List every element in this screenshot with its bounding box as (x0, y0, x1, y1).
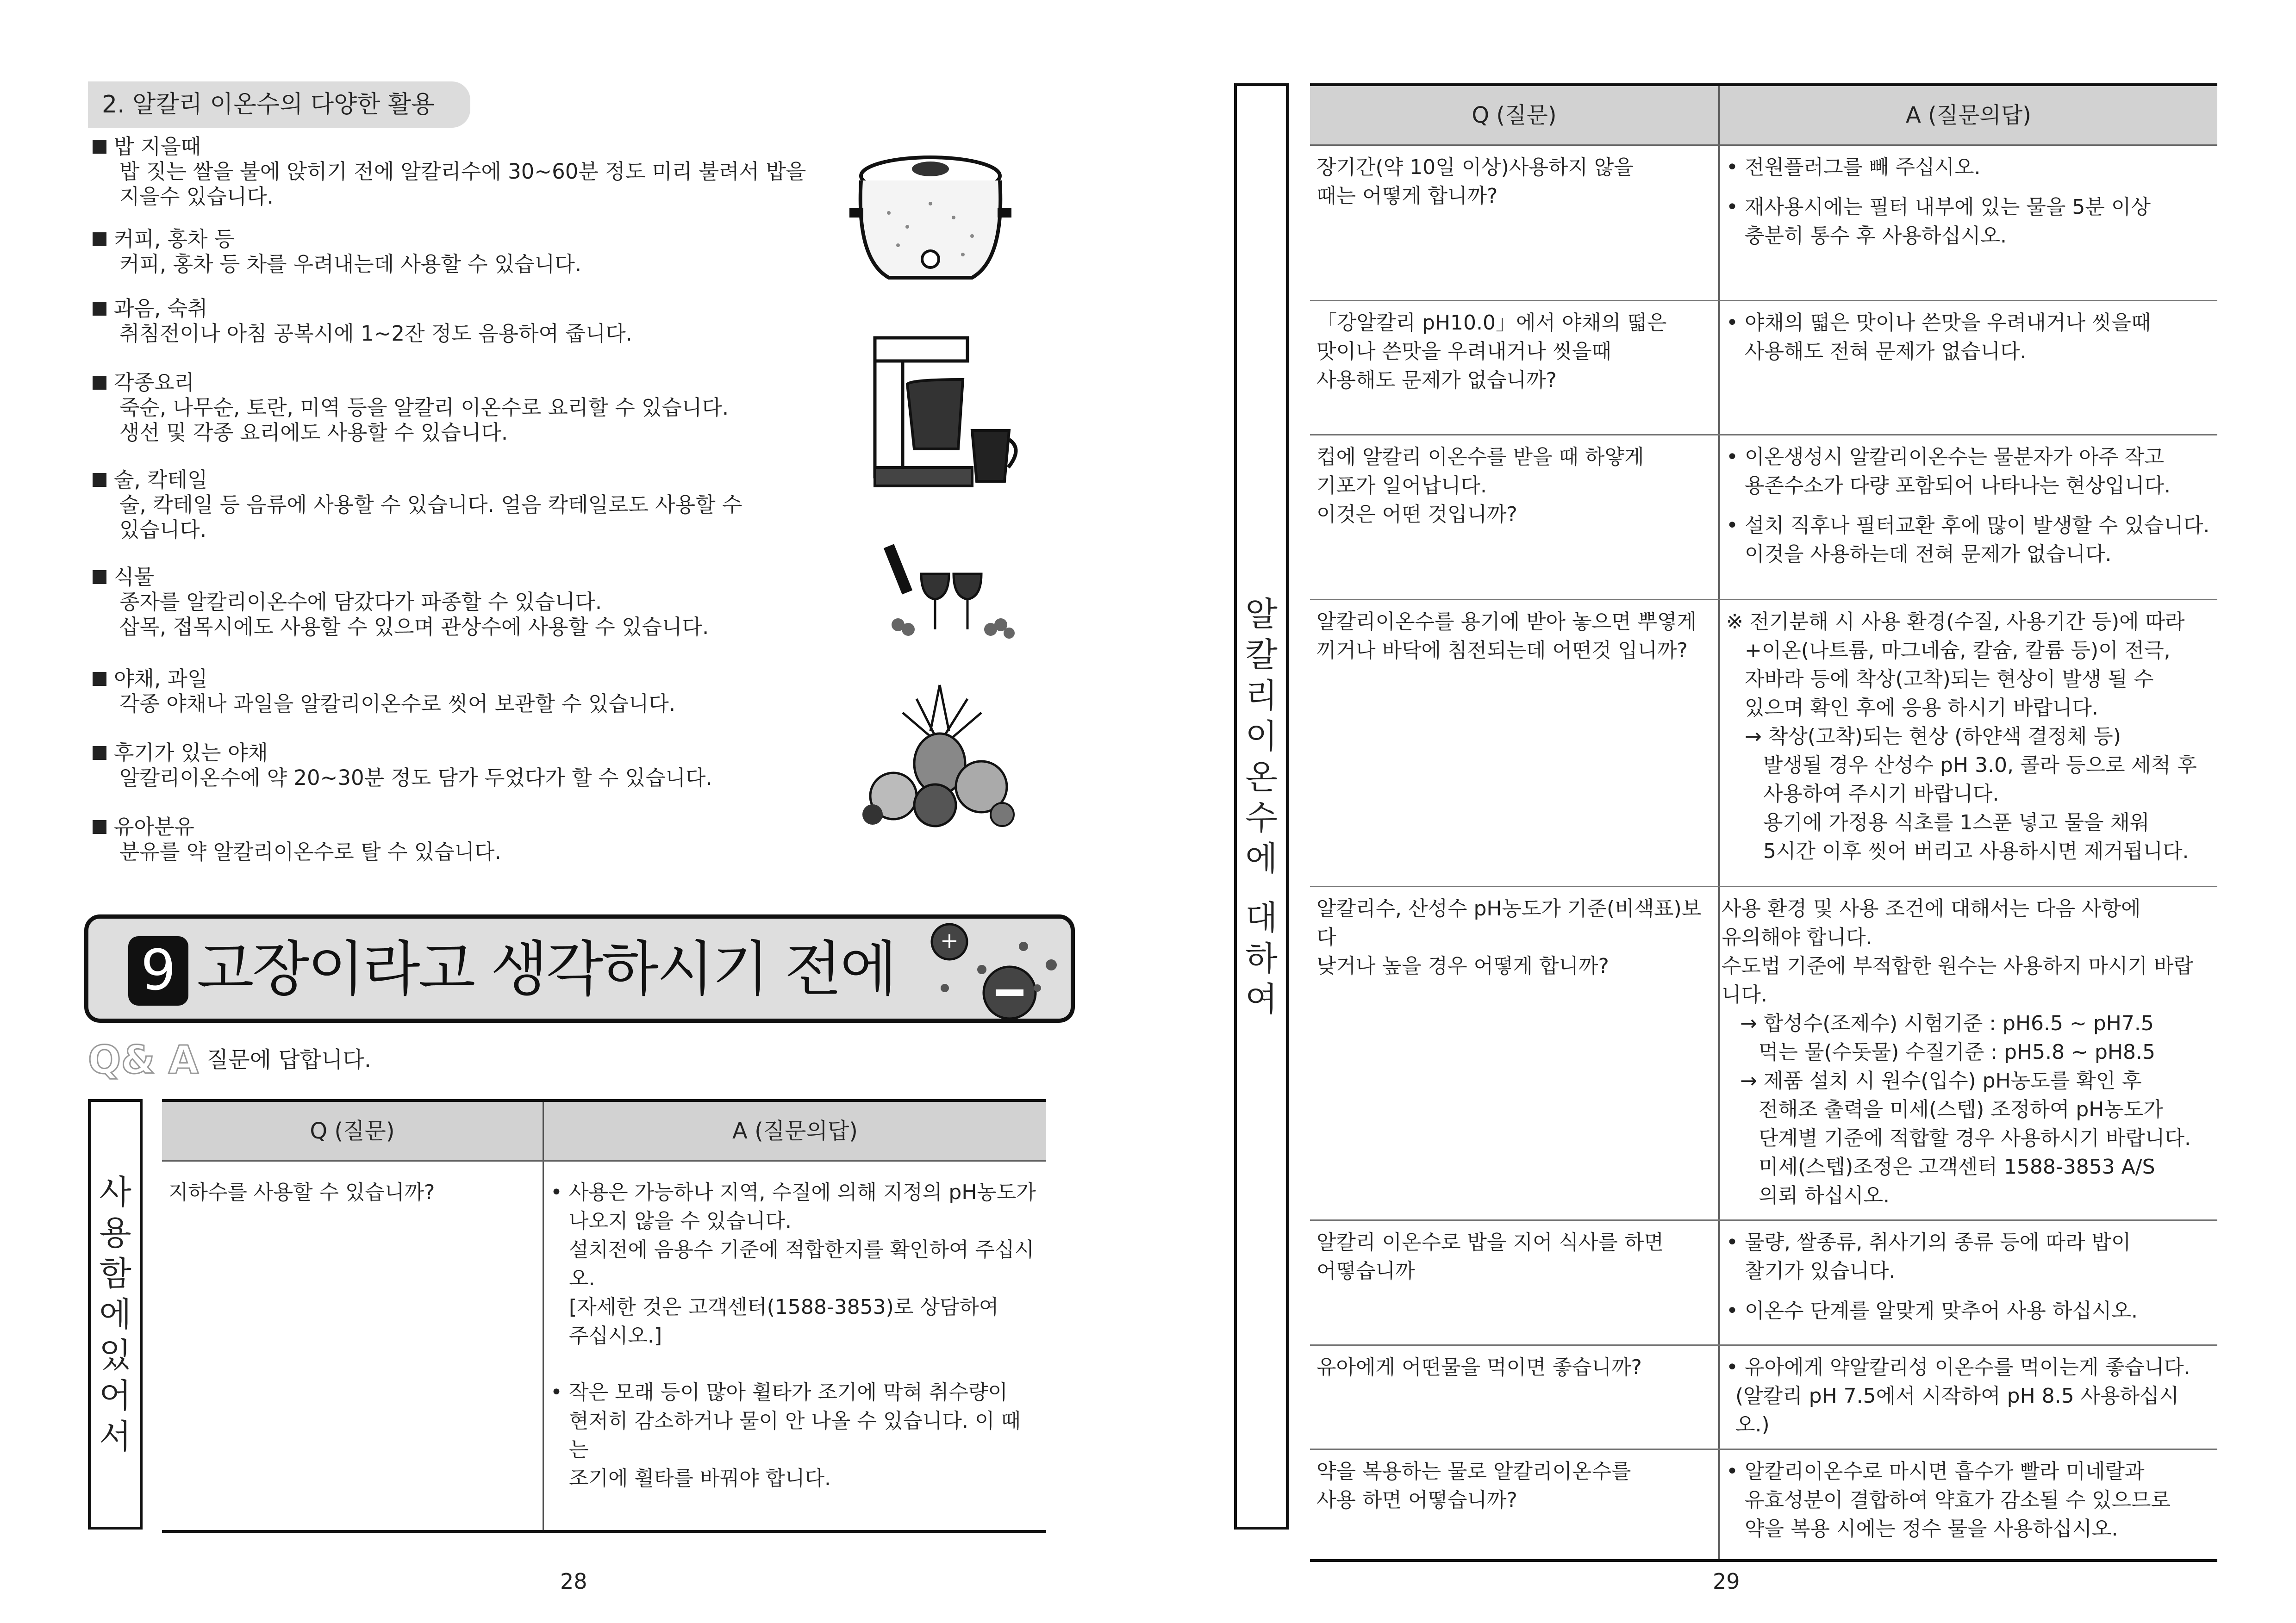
square-bullet-icon (93, 140, 106, 154)
square-bullet-icon (93, 570, 106, 584)
rice-cooker-illustration (847, 148, 1014, 292)
column-header-q: Q (질문) (1310, 85, 1719, 145)
qa-logo: Q& A (88, 1037, 199, 1082)
usage-item: 유아분유 분유를 약 알칼리이온수로 탈 수 있습니다. (93, 815, 501, 864)
section-title: 2. 알칼리 이온수의 다양한 활용 (88, 81, 470, 128)
usage-item: 밥 지을때 밥 짓는 쌀을 불에 앉히기 전에 알칼리수에 30~60분 정도 미리 불려서 밥을 지을수 있습니다. (93, 134, 806, 209)
square-bullet-icon (93, 672, 106, 686)
section-heading: 고장이라고 생각하시기 전에 (197, 935, 896, 1004)
page-number: 28 (560, 1569, 587, 1594)
square-bullet-icon (93, 302, 106, 316)
left-side-label: 사 용 함 에 있 어 서 (88, 1099, 143, 1530)
usage-item: 커피, 홍차 등 커피, 홍차 등 차를 우려내는데 사용할 수 있습니다. (93, 227, 581, 277)
table-row: 유아에게 어떤물을 먹이면 좋습니까? • 유아에게 약알칼리성 이온수를 먹이는게 좋습니다. (알칼리 pH 7.5에서 시작하여 pH 8.5 사용하십시오.) (1310, 1345, 2217, 1449)
wine-glasses-illustration (880, 537, 1018, 648)
table-row: 지하수를 사용할 수 있습니까? • 사용은 가능하나 지역, 수질에 의해 지정의 pH농도가 나오지 않을 수 있습니다. 설치전에 음용수 기준에 적합한지를 확인하여 주십시오. [자세한 것은 고객센터(1588-3853)로 상담하여 주십시오.] • 작은 모래 등이 많아 휠타가 조기에 막혀 취수량이 현저히 감소하거나 물이 안 나올 수 있습니다. 이 때는 조기에 휠타를 바꿔야 합니다. (162, 1161, 1046, 1531)
page-number: 29 (1713, 1569, 1740, 1594)
section-number-badge: 9 (128, 936, 188, 1006)
usage-item: 각종요리 죽순, 나무순, 토란, 미역 등을 알칼리 이온수로 요리할 수 있습니다. 생선 및 각종 요리에도 사용할 수 있습니다. (93, 370, 729, 445)
square-bullet-icon (93, 473, 106, 487)
square-bullet-icon (93, 376, 106, 390)
left-qa-table (162, 1099, 1046, 1533)
coffee-maker-illustration (870, 329, 1023, 495)
fruit-basket-illustration (861, 680, 1018, 833)
usage-item: 야채, 과일 각종 야채나 과일을 알칼리이온수로 씻어 보관할 수 있습니다. (93, 666, 675, 716)
table-row: 컵에 알칼리 이온수를 받을 때 하얗게 기포가 일어납니다. 이것은 어떤 것입니까? • 이온생성시 알칼리이온수는 물분자가 아주 작고 용존수소가 다량 포함되어 나타나는 현상입니다. • 설치 직후나 필터교환 후에 많이 발생할 수 있습니다. 이것을 사용하는데 전혀 문제가 없습니다. (1310, 435, 2217, 600)
square-bullet-icon (93, 746, 106, 760)
column-header-q: Q (질문) (162, 1101, 543, 1161)
table-row: 알칼리수, 산성수 pH농도가 기준(비색표)보다 낮거나 높을 경우 어떻게 합니까? 사용 환경 및 사용 조건에 대해서는 다음 사항에 유의해야 합니다. 수도법 기준에 부적합한 원수는 사용하지 마시기 바랍니다. → 합성수(조제수) 시험기준 : pH6.5 ~ pH7.5 먹는 물(수돗물) 수질기준 : pH5.8 ~ pH8.5 → 제품 설치 시 원수(입수) pH농도를 확인 후 전해조 출력을 미세(스텝) 조정하여 pH농도가 단계별 기준에 적합할 경우 사용하시기 바랍니다. 미세(스텝)조정은 고객센터 1588-3853 A/S 의뢰 하십시오. (1310, 887, 2217, 1220)
table-row: 알칼리 이온수로 밥을 지어 식사를 하면 어떻습니까 • 물량, 쌀종류, 취사기의 종류 등에 따라 밥이 찰기가 있습니다. • 이온수 단계를 알맞게 맞추어 사용 하십시오. (1310, 1220, 2217, 1345)
table-row: 장기간(약 10일 이상)사용하지 않을 때는 어떻게 합니까? • 전원플러그를 빼 주십시오. • 재사용시에는 필터 내부에 있는 물을 5분 이상 충분히 통수 후 사용하십시오. (1310, 145, 2217, 301)
usage-item: 과음, 숙취 취침전이나 아침 공복시에 1~2잔 정도 음용하여 줍니다. (93, 296, 632, 346)
table-row: 「강알칼리 pH10.0」에서 야채의 떫은 맛이나 쓴맛을 우려내거나 씻을때 사용해도 문제가 없습니까? • 야채의 떫은 맛이나 쓴맛을 우려내거나 씻을때 사용해도 전혀 문제가 없습니다. (1310, 301, 2217, 435)
svg-text:+: + (940, 928, 959, 954)
usage-item: 식물 종자를 알칼리이온수에 담갔다가 파종할 수 있습니다. 삽목, 접목시에도 사용할 수 있으며 관상수에 사용할 수 있습니다. (93, 565, 709, 640)
square-bullet-icon (93, 232, 106, 246)
ion-bubbles-icon (820, 919, 1070, 1019)
right-side-label: 알 칼 리 이 온 수 에 대 하 여 (1234, 83, 1289, 1530)
usage-item: 술, 칵테일 술, 칵테일 등 음류에 사용할 수 있습니다. 얼음 칵테일로도 사용할 수 있습니다. (93, 467, 742, 542)
column-header-a: A (질문의답) (543, 1101, 1047, 1161)
usage-item: 후기가 있는 야채 알칼리이온수에 약 20~30분 정도 담가 두었다가 할 수 있습니다. (93, 740, 712, 790)
qa-intro: Q& A 질문에 답합니다. (88, 1037, 372, 1082)
table-row: 알칼리이온수를 용기에 받아 놓으면 뿌옇게 끼거나 바닥에 침전되는데 어떤것 입니까? ※ 전기분해 시 사용 환경(수질, 사용기간 등)에 따라 +이온(나트륨, 마그네슘, 칼슘, 칼륨 등)이 전극, 자바라 등에 착상(고착)되는 현상이 발생 될 수 있으며 확인 후에 응용 하시기 바랍니다. → 착상(고착)되는 현상 (하얀색 결정체 등) 발생될 경우 산성수 pH 3.0, 콜라 등으로 세척 후 사용하여 주시기 바랍니다. 용기에 가정용 식초를 1스푼 넣고 물을 채워 5시간 이후 씻어 버리고 사용하시면 제거됩니다. (1310, 600, 2217, 887)
table-row: 약을 복용하는 물로 알칼리이온수를 사용 하면 어떻습니까? • 알칼리이온수로 마시면 흡수가 빨라 미네랄과 유효성분이 결합하여 약효가 감소될 수 있으므로 약을 복용 시에는 정수 물을 사용하십시오. (1310, 1449, 2217, 1561)
column-header-a: A (질문의답) (1719, 85, 2218, 145)
right-qa-table (1310, 83, 2217, 1562)
section-9-banner (84, 914, 1075, 1023)
square-bullet-icon (93, 820, 106, 834)
